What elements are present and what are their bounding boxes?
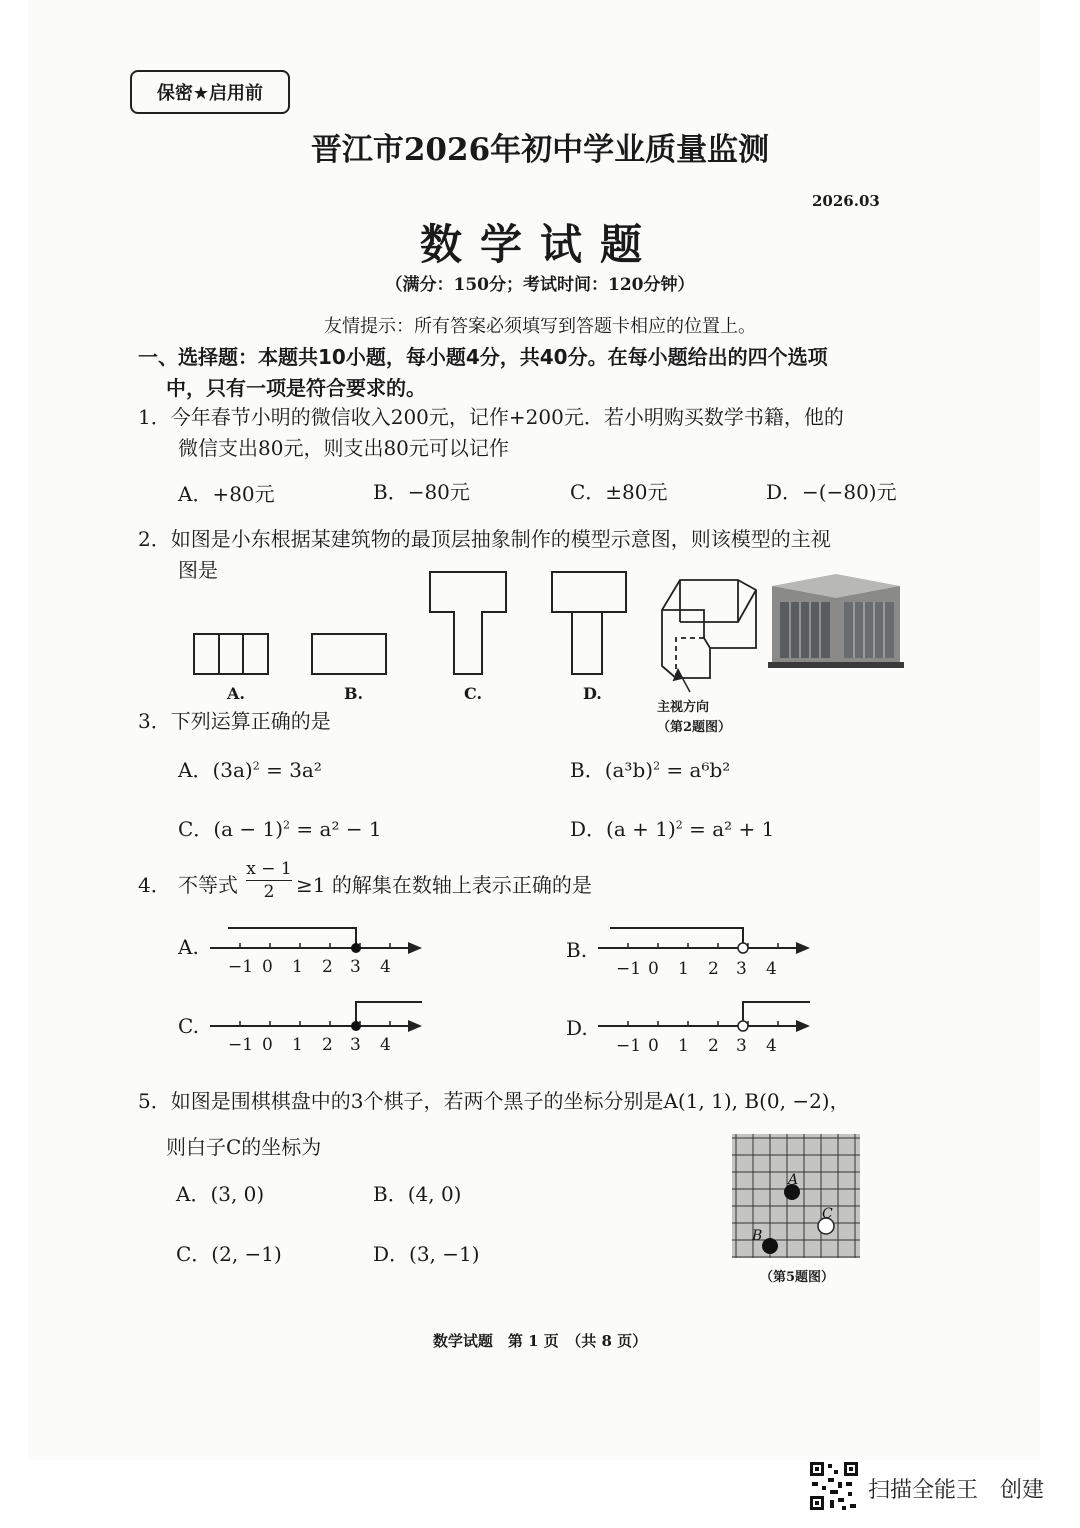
tick-label: 4 (380, 1035, 391, 1055)
tick-label: 1 (292, 957, 303, 977)
question-5 (138, 1086, 850, 1117)
q3-option-b-label: B． (570, 758, 605, 782)
q3-option-d (570, 813, 774, 842)
q5-option-a: A．(3, 0) (176, 1182, 265, 1206)
section-heading-line2: 中，只有一项是符合要求的。 (166, 376, 426, 400)
q4-label-b: B. (566, 938, 588, 962)
go-label-a: A (788, 1172, 799, 1188)
question-1-line2: 微信支出80元，则支出80元可以记作 (178, 436, 509, 460)
tick-label: 3 (350, 957, 361, 977)
tick-label: 0 (648, 1036, 659, 1056)
page-footer: 数学试题 第 1 页 （共 8 页） (432, 1332, 648, 1350)
q4-label-c: C. (178, 1014, 199, 1038)
q3-option-b-lhs: (a³b) (604, 758, 654, 782)
q2-figure-a (194, 634, 268, 674)
q5-caption: （第5题图） (760, 1270, 835, 1285)
tick-label: 0 (648, 959, 659, 979)
q1-option-a: A．+80元 (178, 482, 275, 506)
subject-title: 数学试题 (419, 220, 660, 269)
q1-option-d: D．−(−80)元 (766, 480, 897, 504)
question-3 (138, 706, 331, 737)
q3-option-a-label: A． (178, 758, 213, 782)
question-2-line2: 图是 (178, 558, 218, 582)
tick-label: 2 (322, 957, 333, 977)
q1-option-b: B．−80元 (373, 480, 470, 504)
q4-label-a: A. (178, 935, 199, 959)
q3-option-c-rhs: = a² − 1 (296, 817, 382, 841)
q3-option-c-label: C． (178, 817, 214, 841)
q3-option-b-exp: 2 (653, 759, 661, 773)
tick-label: 3 (736, 1036, 747, 1056)
tick-label: 3 (736, 959, 747, 979)
section-heading-line1: 一、选择题：本题共10小题，每小题4分，共40分。在每小题给出的四个选项 (138, 345, 828, 369)
tick-label: 1 (292, 1035, 303, 1055)
question-2-line1: 如图是小东根据某建筑物的最顶层抽象制作的模型示意图，则该模型的主视 (170, 527, 831, 551)
qr-code-icon (808, 1460, 860, 1512)
tick-label: −1 (228, 1035, 254, 1055)
tick-label: −1 (228, 957, 254, 977)
fraction-numerator: x − 1 (246, 859, 292, 879)
question-number: 2． (138, 527, 171, 551)
question-3-stem: 下列运算正确的是 (170, 709, 331, 733)
q3-option-d-label: D． (570, 817, 607, 841)
q3-option-d-lhs: (a + 1) (606, 817, 676, 841)
exam-meta: （满分：150分；考试时间：120分钟） (385, 275, 695, 295)
go-label-c: C (822, 1206, 833, 1222)
q3-option-b-rhs: = a⁶b² (666, 758, 731, 782)
scanner-watermark: 扫描全能王 创建 (868, 1478, 1045, 1503)
tick-label: 0 (262, 957, 273, 977)
tick-label: 2 (322, 1035, 333, 1055)
tick-label: 0 (262, 1035, 273, 1055)
section-heading (138, 342, 828, 404)
q3-option-d-rhs: = a² + 1 (689, 817, 775, 841)
q2-label-b: B. (344, 684, 364, 703)
q2-caption: （第2题图） (657, 720, 732, 735)
question-5-line1: 如图是围棋棋盘中的3个棋子，若两个黑子的坐标分别是A(1, 1), B(0, −2)， (170, 1089, 850, 1113)
question-number: 5． (138, 1089, 171, 1113)
tick-label: 2 (708, 1036, 719, 1056)
question-number: 3． (138, 709, 171, 733)
q2-direction-label: 主视方向 (657, 700, 710, 715)
q1-option-c: C．±80元 (570, 480, 668, 504)
exam-title: 晋江市2026年初中学业质量监测 (310, 132, 770, 168)
question-4-number: 4． (138, 873, 171, 897)
q2-figure-b (312, 634, 386, 674)
q5-go-board (732, 1134, 862, 1260)
tick-label: 2 (708, 959, 719, 979)
question-4-fraction (246, 858, 292, 903)
fraction-denominator: 2 (263, 882, 275, 902)
q3-option-d-exp: 2 (675, 818, 683, 832)
q3-option-b (570, 754, 730, 783)
tick-label: 1 (678, 1036, 689, 1056)
go-label-b: B (752, 1228, 763, 1244)
q2-3d-model (662, 580, 756, 692)
q3-option-c-lhs: (a − 1) (213, 817, 284, 841)
go-stone-b (762, 1238, 778, 1254)
q2-label-a: A. (227, 684, 245, 703)
q3-option-c (178, 813, 382, 842)
q2-figure-c (430, 572, 506, 674)
q2-building-photo (768, 574, 904, 668)
tick-label: 4 (766, 1036, 777, 1056)
q2-figure-d (552, 572, 626, 674)
q5-option-d: D．(3, −1) (373, 1242, 480, 1266)
question-1 (138, 402, 844, 433)
question-5-line2: 则白子C的坐标为 (166, 1135, 322, 1159)
q5-option-c: C．(2, −1) (176, 1242, 282, 1266)
question-number: 1． (138, 405, 171, 429)
q3-option-a-rhs: = 3a² (266, 758, 322, 782)
tick-label: 3 (350, 1035, 361, 1055)
question-2 (138, 524, 831, 555)
tick-label: 4 (380, 957, 391, 977)
tick-label: 1 (678, 959, 689, 979)
q3-option-a-exp: 2 (252, 759, 260, 773)
question-1-line1: 今年春节小明的微信收入200元，记作+200元．若小明购买数学书籍，他的 (170, 405, 844, 429)
exam-date: 2026.03 (812, 192, 880, 210)
tick-label: 4 (766, 959, 777, 979)
tick-label: −1 (616, 1036, 642, 1056)
confidential-stamp: 保密★启用前 (130, 70, 290, 114)
q3-option-a-lhs: (3a) (212, 758, 253, 782)
q2-label-c: C. (464, 684, 483, 703)
q4-label-d: D. (566, 1016, 588, 1040)
tick-label: −1 (616, 959, 642, 979)
q2-label-d: D. (583, 684, 602, 703)
q5-option-b: B．(4, 0) (373, 1182, 462, 1206)
q3-option-c-exp: 2 (283, 818, 291, 832)
question-4-stem-post: ≥1 的解集在数轴上表示正确的是 (296, 873, 592, 897)
q3-option-a (178, 754, 322, 783)
exam-tip: 友情提示：所有答案必须填写到答题卡相应的位置上。 (324, 316, 756, 337)
question-4-stem-pre: 不等式 (178, 873, 238, 897)
